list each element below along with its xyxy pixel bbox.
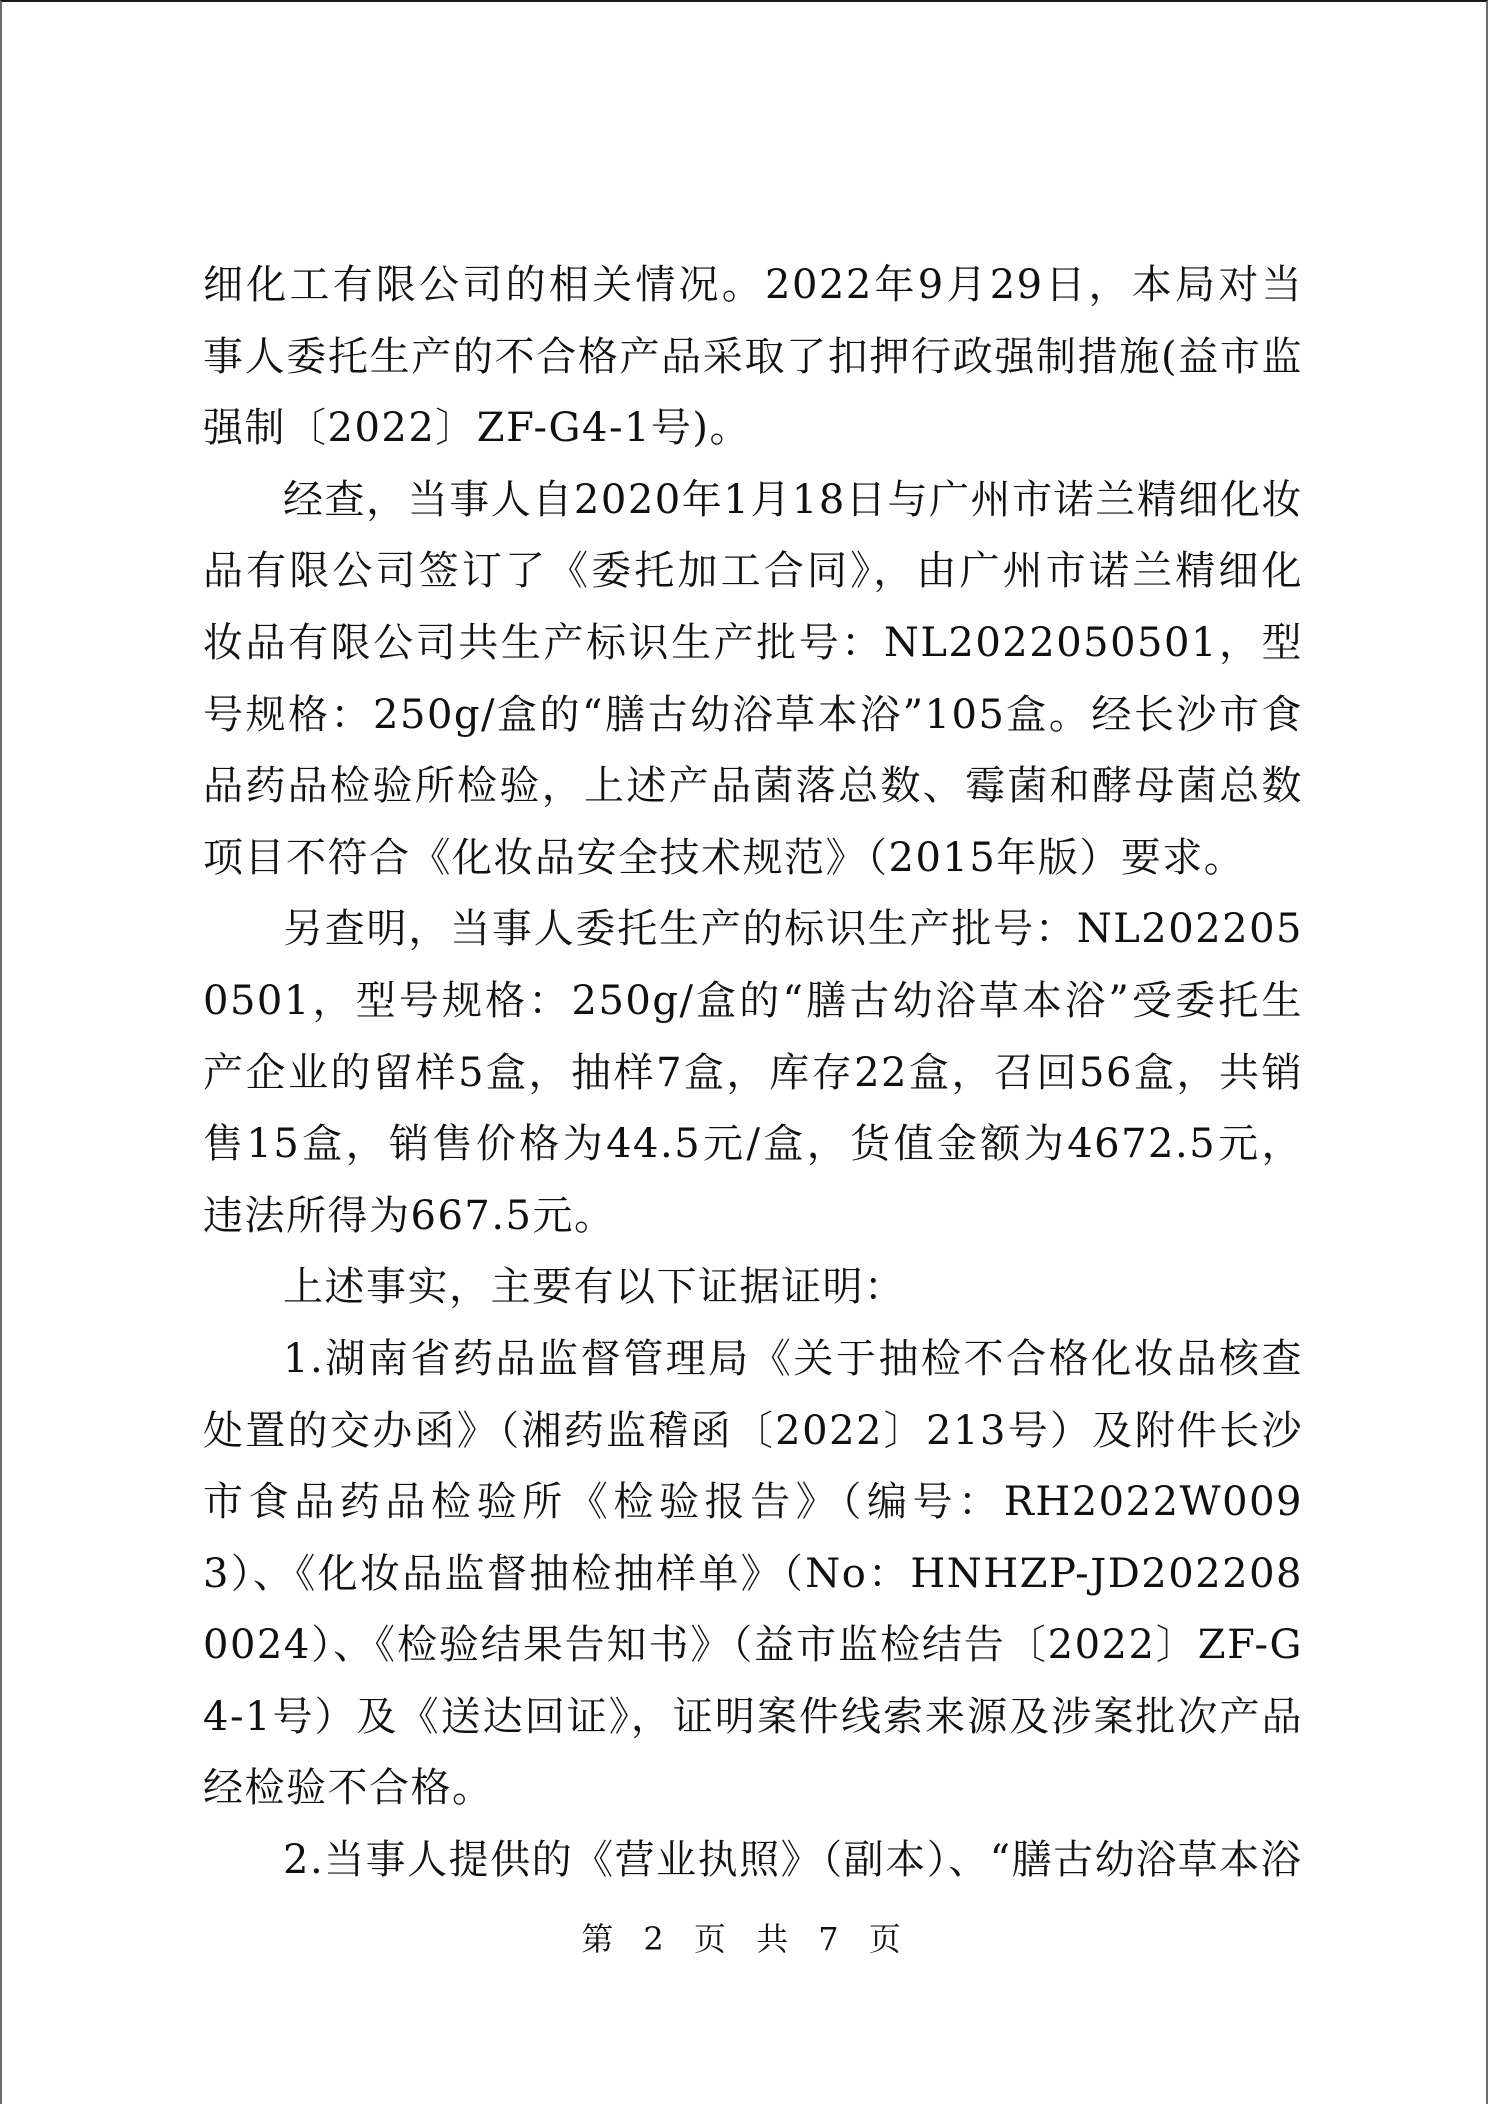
paragraph-continuation: 细化工有限公司的相关情况。2022年9月29日，本局对当事人委托生产的不合格产品采取了扣押行政强制措施(益市监强制〔2022〕ZF-G4-1号)。 [203, 262, 1303, 452]
paragraph-investigation: 经查，当事人自2020年1月18日与广州市诺兰精细化妆品有限公司签订了《委托加工合同》，由广州市诺兰精细化妆品有限公司共生产标识生产批号：NL2022050501，型号规格：250g/盒的“膳古幼浴草本浴”105盒。经长沙市食品药品检验所检验，上述产品菌落总数、霉菌和酵母菌总数项目不符合《化妆品安全技术规范》（2015年版）要求。 [203, 476, 1303, 881]
paragraph-evidence-1: 1.湖南省药品监督管理局《关于抽检不合格化妆品核查处置的交办函》（湘药监稽函〔2022〕213号）及附件长沙市食品药品检验所《检验报告》（编号：RH2022W0093）、《化妆品监督抽检抽样单》（No：HNHZP-JD2022080024）、《检验结果告知书》（益市监检结告〔2022〕ZF-G4-1号）及《送达回证》，证明案件线索来源及涉案批次产品经检验不合格。 [203, 1335, 1303, 1812]
paragraph-evidence-2: 2.当事人提供的《营业执照》（副本）、“膳古幼浴草本浴 [283, 1837, 1303, 1884]
paragraph-evidence-intro: 上述事实，主要有以下证据证明： [283, 1264, 906, 1311]
paragraph-further-findings: 另查明，当事人委托生产的标识生产批号：NL2022050501，型号规格：250g/盒的“膳古幼浴草本浴”受委托生产企业的留样5盒，抽样7盒，库存22盒，召回56盒，共销售15盒，销售价格为44.5元/盒，货值金额为4672.5元，违法所得为667.5元。 [203, 906, 1303, 1239]
document-body [203, 250, 1303, 1897]
page-number: 第 2 页 共 7 页 [581, 1920, 911, 1958]
